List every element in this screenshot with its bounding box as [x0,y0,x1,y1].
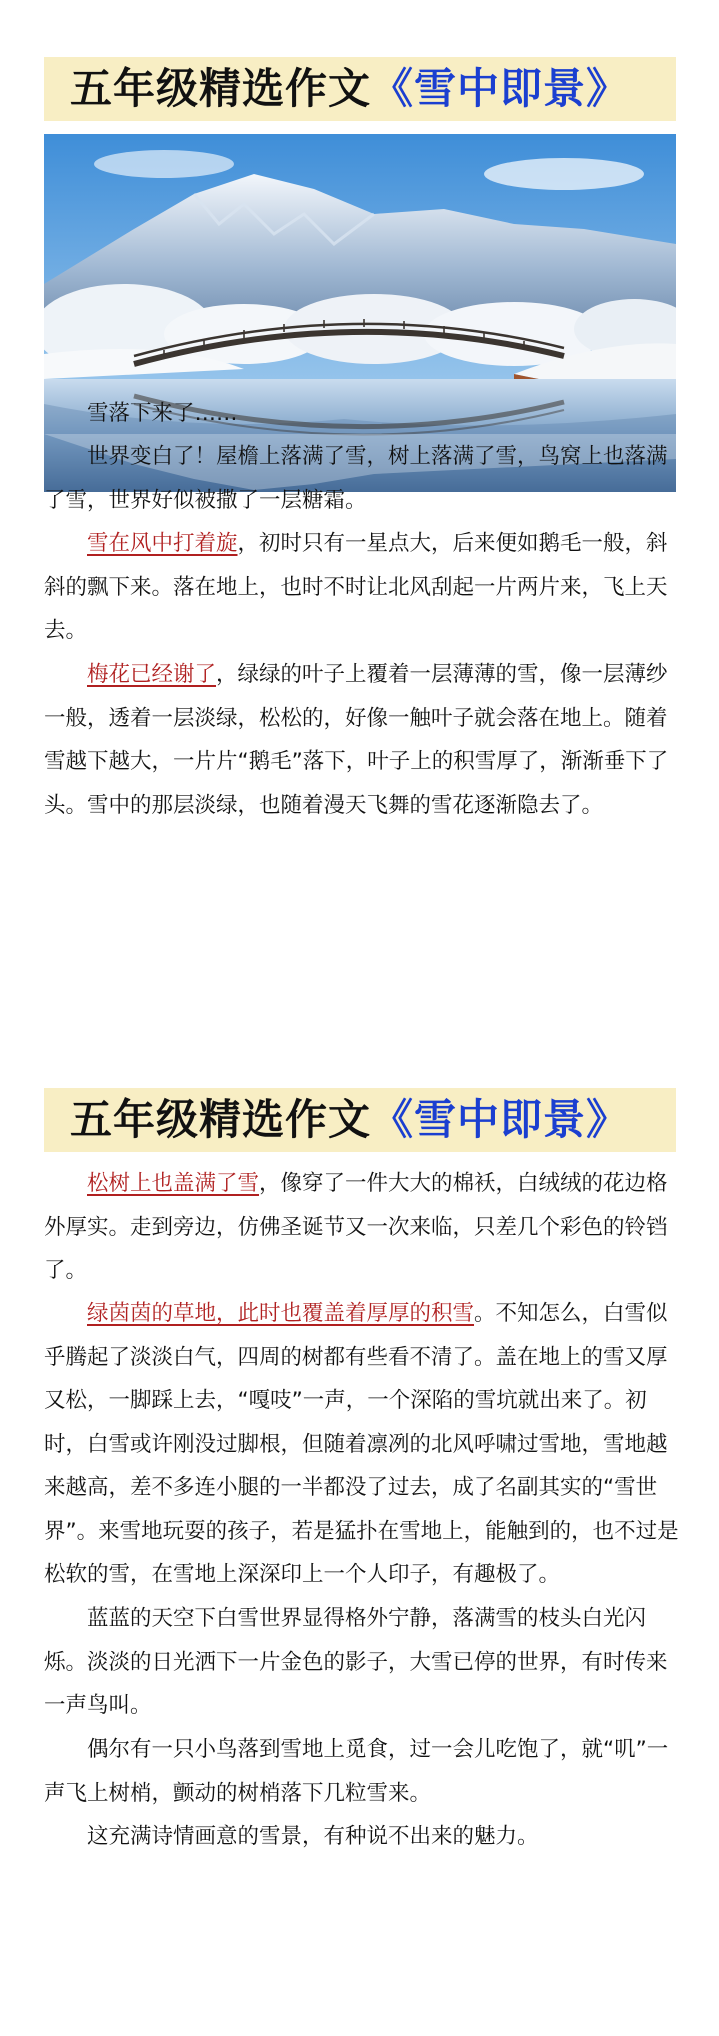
banner-essay-title-1: 《雪中即景》 [371,64,630,113]
paragraph-text: 。不知怎么，白雪似乎腾起了淡淡白气，四周的树都有些看不清了。盖在地上的雪又厚又松，一脚踩上去，“嘎吱”一声，一个深陷的雪坑就出来了。初时，白雪或许刚没过脚根，但随着凛冽的北风呼啸过雪地，雪地越来越高，差不多连小腿的一半都没了过去，成了名副其实的“雪世界”。来雪地玩耍的孩子，若是猛扑在雪地上，能触到的，也不过是松软的雪，在雪地上深深印上一个人印子，有趣极了。 [44,1301,679,1587]
section1-paragraph-1: 雪落下来了…… [87,401,238,426]
section1-paragraph-2: 世界变白了！屋檐上落满了雪，树上落满了雪，鸟窝上也落满了雪，世界好似被撒了一层糖霜。 [44,444,668,513]
title-banner-2 [44,1088,676,1152]
section2-paragraph-2 [44,1292,680,1597]
highlight-phrase: 松树上也盖满了雪 [87,1171,260,1196]
highlight-phrase: 雪在风中打着旋 [87,531,238,556]
banner-title-1 [70,57,629,121]
section1-paragraph-4 [44,653,680,827]
highlight-phrase: 梅花已经谢了 [87,662,217,687]
section2-paragraph-3: 蓝蓝的天空下白雪世界显得格外宁静，落满雪的枝头白光闪烁。淡淡的日光洒下一片金色的影子，大雪已停的世界，有时传来一声鸟叫。 [44,1606,668,1718]
section1-paragraph-3 [44,522,680,653]
paragraph-text: ，绿绿的叶子上覆着一层薄薄的雪，像一层薄纱一般，透着一层淡绿，松松的，好像一触叶子就会落在地上。随着雪越下越大，一片片“鹅毛”落下，叶子上的积雪厚了，渐渐垂下了头。雪中的那层淡绿，也随着漫天飞舞的雪花逐渐隐去了。 [44,662,669,818]
banner-essay-title-2: 《雪中即景》 [371,1095,630,1144]
banner-prefix-1: 五年级精选作文 [70,64,372,113]
section2-paragraph-5: 这充满诗情画意的雪景，有种说不出来的魅力。 [87,1824,539,1849]
highlight-phrase: 绿茵茵的草地，此时也覆盖着厚厚的积雪 [87,1301,475,1326]
banner-title-2 [70,1088,629,1152]
paragraph-text: ，像穿了一件大大的棉袄，白绒绒的花边格外厚实。走到旁边，仿佛圣诞节又一次来临，只差几个彩色的铃铛了。 [44,1171,668,1283]
paragraph-text: ，初时只有一星点大，后来便如鹅毛一般，斜斜的飘下来。落在地上，也时不时让北风刮起一片两片来，飞上天去。 [44,531,668,643]
section2-paragraph-1 [44,1162,680,1293]
banner-prefix-2: 五年级精选作文 [70,1095,372,1144]
title-banner-1 [44,57,676,121]
section2-paragraph-4: 偶尔有一只小鸟落到雪地上觅食，过一会儿吃饱了，就“叽”一声飞上树梢，颤动的树梢落下几粒雪来。 [44,1737,669,1806]
